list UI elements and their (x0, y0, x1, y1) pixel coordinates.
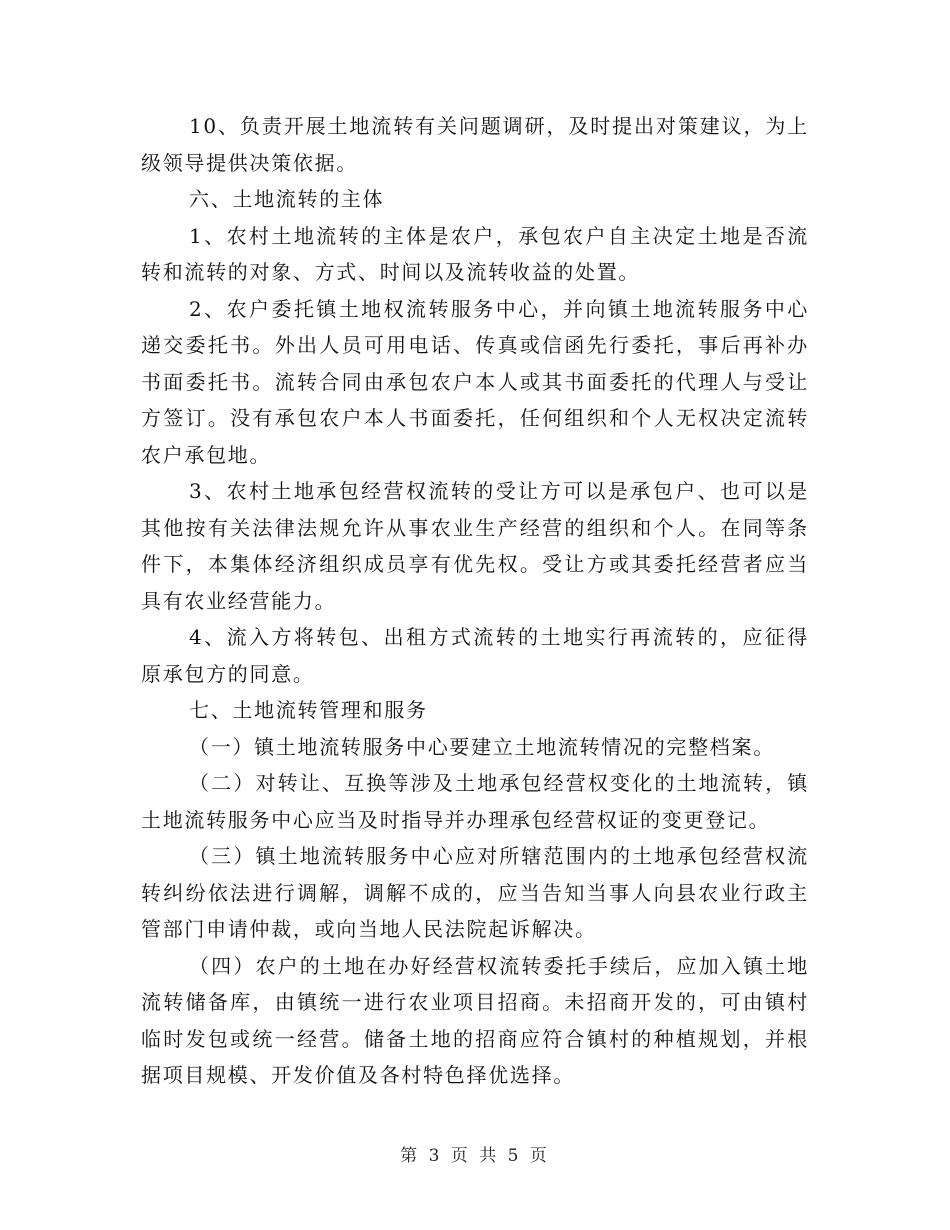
paragraph-subject-4: 4、流入方将转包、出租方式流转的土地实行再流转的，应征得原承包方的同意。 (141, 625, 809, 686)
section-heading-6: 六、土地流转的主体 (189, 187, 385, 211)
section-heading-7: 七、土地流转管理和服务 (189, 698, 428, 722)
paragraph-item-10: 10、负责开展土地流转有关问题调研，及时提出对策建议，为上级领导提供决策依据。 (141, 114, 809, 175)
paragraph-management-3: （三）镇土地流转服务中心应对所辖范围内的土地承包经营权流转纠纷依法进行调解，调解不成的，应当告知当事人向县农业行政主管部门申请仲裁，或向当地人民法院起诉解决。 (141, 844, 809, 941)
paragraph-subject-1: 1、农村土地流转的主体是农户，承包农户自主决定土地是否流转和流转的对象、方式、时间以及流转收益的处置。 (141, 223, 809, 284)
paragraph-management-4: （四）农户的土地在办好经营权流转委托手续后，应加入镇土地流转储备库，由镇统一进行农业项目招商。未招商开发的，可由镇村临时发包或统一经营。储备土地的招商应符合镇村的种植规划，并根据项目规模、开发价值及各村特色择优选择。 (141, 953, 809, 1087)
paragraph-management-2: （二）对转让、互换等涉及土地承包经营权变化的土地流转，镇土地流转服务中心应当及时指导并办理承包经营权证的变更登记。 (141, 771, 809, 832)
paragraph-subject-2: 2、农户委托镇土地权流转服务中心，并向镇土地流转服务中心递交委托书。外出人员可用电话、传真或信函先行委托，事后再补办书面委托书。流转合同由承包农户本人或其书面委托的代理人与受让方签订。没有承包农户本人书面委托，任何组织和个人无权决定流转农户承包地。 (141, 296, 809, 467)
document-body (141, 108, 809, 1094)
paragraph-management-1: （一）镇土地流转服务中心要建立土地流转情况的完整档案。 (189, 734, 775, 759)
page-number-footer: 第 3 页 共 5 页 (400, 1146, 550, 1166)
paragraph-subject-3: 3、农村土地承包经营权流转的受让方可以是承包户、也可以是其他按有关法律法规允许从事农业生产经营的组织和个人。在同等条件下，本集体经济组织成员享有优先权。受让方或其委托经营者应当具有农业经营能力。 (141, 479, 809, 613)
